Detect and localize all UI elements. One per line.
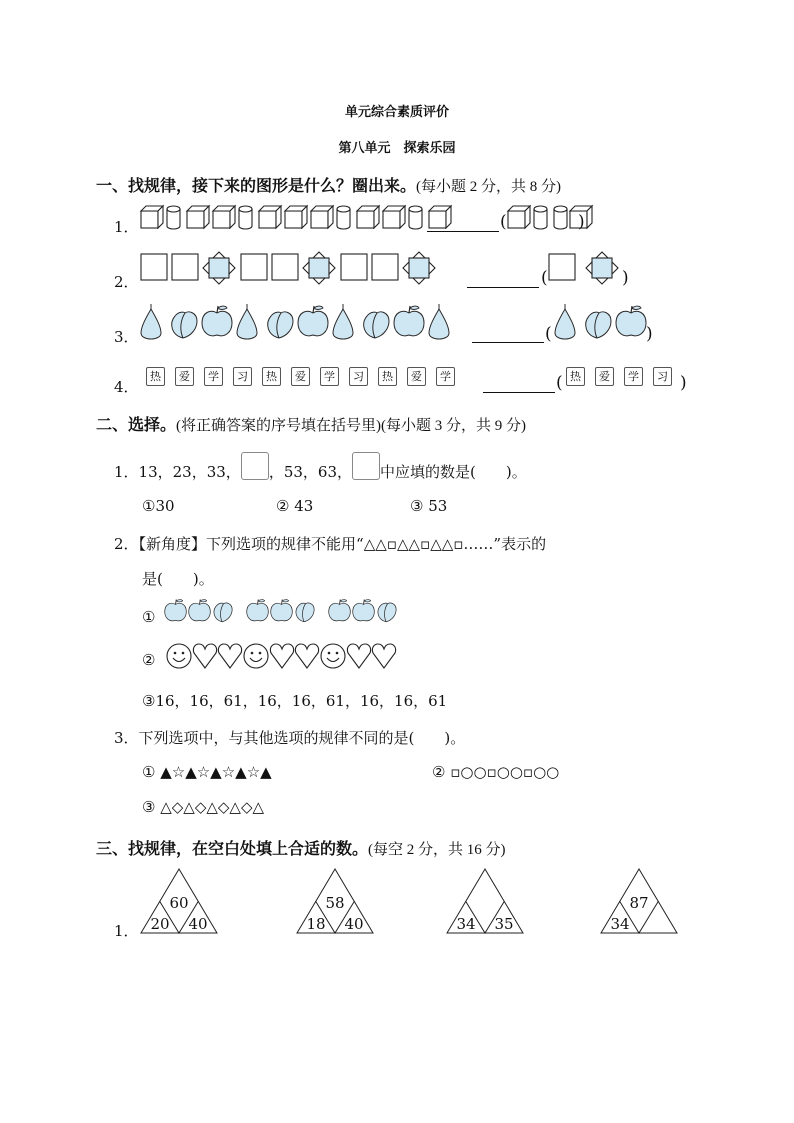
s2-q2-option-1-fruits[interactable] [164, 598, 424, 626]
s1-item-3-number: 3． [114, 328, 139, 346]
heart-icon [347, 644, 370, 668]
s1-item-1-answer-blank[interactable] [427, 217, 499, 232]
section1-heading-text: 一、找规律，接下来的图形是什么？圈出来。 [96, 176, 417, 195]
peach-shape [296, 603, 314, 622]
s2-q1-tail: 中应填的数是( )。 [380, 463, 527, 481]
diamond-square-icon [203, 252, 235, 284]
s2-q1-option-3[interactable]: ③ 53 [410, 497, 448, 515]
cube-icon [213, 206, 235, 228]
triangle-top-number: 60 [169, 894, 189, 912]
small-apple-icon [165, 599, 187, 620]
s1-item-4-options[interactable] [566, 365, 672, 386]
s2-q2-line1 [114, 533, 546, 554]
heart-icon [270, 644, 293, 668]
number-triangle-2 [296, 868, 374, 934]
small-apple-icon [329, 599, 351, 620]
s2-q2-line2: 是( )。 [142, 570, 214, 588]
triangle-right-number: 35 [494, 915, 514, 933]
heart-icon [295, 644, 318, 668]
diamond-square-icon [303, 252, 335, 284]
char-tile: 学 [204, 367, 223, 386]
cylinder-icon [409, 206, 422, 229]
char-tile: 热 [378, 367, 397, 386]
s1-item-2-close-paren: ) [622, 268, 629, 288]
char-tile: 爱 [407, 367, 426, 386]
small-peach-icon [214, 603, 232, 622]
peach-shape [214, 603, 232, 622]
s3-q1-number: 1． [114, 922, 139, 940]
small-apple-icon [189, 599, 211, 620]
heart-icon [193, 644, 216, 668]
s1-item-4-close-paren: ) [680, 373, 687, 393]
s2-q3-number: 3． [114, 729, 139, 747]
s2-q1-option-2[interactable]: ② 43 [276, 497, 314, 515]
s1-item-1-options[interactable] [506, 204, 586, 234]
s1-item-1-close-paren: ) [578, 212, 585, 232]
section3-note: (每空 2 分，共 16 分) [368, 842, 506, 858]
triangle-left-number: 34 [610, 915, 630, 933]
s2-q2-number: 2． [114, 535, 139, 553]
page-title: 单元综合素质评价 [344, 105, 449, 120]
s2-q1-seq-a: 13，23，33， [138, 463, 241, 481]
s1-item-3-options[interactable] [551, 302, 651, 342]
s2-q2-option-1-label[interactable]: ① [142, 608, 156, 626]
option-cylinder-icon [554, 206, 567, 229]
small-apple-icon [247, 599, 269, 620]
apple-shape [189, 599, 211, 620]
peach-icon [268, 312, 293, 338]
s1-item-1-open-paren: ( [500, 212, 507, 232]
char-tile: 习 [349, 367, 368, 386]
apple-icon [298, 306, 328, 336]
s1-item-1-number: 1． [114, 218, 139, 236]
square-icon [272, 254, 298, 280]
cube-icon [187, 206, 209, 228]
option-cylinder-icon [534, 206, 547, 229]
cylinder-icon [167, 206, 180, 229]
triangle-left-number: 34 [456, 915, 476, 933]
cube-icon [259, 206, 281, 228]
s1-item-1-sequence [140, 204, 430, 234]
triangle-top-number: 58 [325, 894, 345, 912]
option-char-tile[interactable]: 爱 [595, 367, 614, 386]
s2-q1-seq-b: ，53，63， [268, 463, 352, 481]
pear-icon [141, 304, 161, 339]
section2-heading-text: 二、选择。 [96, 415, 177, 434]
s1-item-4-open-paren: ( [556, 373, 563, 393]
s2-q3-line [114, 727, 465, 748]
triangle-left-number: 18 [306, 915, 326, 933]
option-pear-icon [555, 304, 575, 339]
s1-item-2-number: 2． [114, 273, 139, 291]
apple-icon [394, 306, 424, 336]
smiley-icon [167, 644, 191, 668]
section3-heading-text: 三、找规律，在空白处填上合适的数。 [96, 839, 369, 858]
char-tile: 热 [262, 367, 281, 386]
option-square-icon [549, 254, 575, 280]
s1-item-2-open-paren: ( [541, 268, 548, 288]
apple-shape [271, 599, 293, 620]
s1-item-3-close-paren: ) [646, 324, 653, 344]
heart-icon [218, 644, 241, 668]
heart-icon [372, 644, 395, 668]
char-tile: 习 [233, 367, 252, 386]
char-tile: 学 [320, 367, 339, 386]
s1-item-2-options[interactable] [548, 251, 628, 285]
char-tile: 热 [146, 367, 165, 386]
s2-q2-option-2-faces-hearts[interactable] [166, 641, 406, 671]
s1-item-2-sequence [140, 251, 450, 285]
triangle-right-number: 40 [344, 915, 364, 933]
cylinder-icon [239, 206, 252, 229]
option-char-tile[interactable]: 习 [653, 367, 672, 386]
s2-q1-number: 1． [114, 463, 139, 481]
char-tile: 学 [436, 367, 455, 386]
square-icon [141, 254, 167, 280]
small-peach-icon [378, 603, 396, 622]
s2-q3-stem: 下列选项中，与其他选项的规律不同的是( )。 [138, 729, 466, 747]
pear-icon [429, 304, 449, 339]
char-tile: 爱 [175, 367, 194, 386]
peach-icon [364, 312, 389, 338]
s1-item-4-number: 4． [114, 378, 139, 396]
apple-shape [353, 599, 375, 620]
square-icon [241, 254, 267, 280]
section3-heading [96, 836, 506, 859]
option-peach-icon [586, 312, 611, 338]
s2-q2-option-2-label[interactable]: ② [142, 651, 156, 669]
triangle-top-number: 87 [629, 894, 649, 912]
s1-item-4-sequence [146, 365, 465, 386]
s2-q1-blank-box-2[interactable] [352, 452, 380, 480]
cube-icon [311, 206, 333, 228]
option-char-tile[interactable]: 学 [624, 367, 643, 386]
pear-icon [237, 304, 257, 339]
cube-icon [285, 206, 307, 228]
number-triangle-3 [446, 868, 524, 934]
small-peach-icon [296, 603, 314, 622]
s2-q2-option-3[interactable]: ③16，16，61，16，16，61，16，16，61 [142, 692, 448, 710]
option-char-tile[interactable]: 热 [566, 367, 585, 386]
peach-shape [378, 603, 396, 622]
s2-q1-blank-box-1[interactable] [241, 452, 269, 480]
apple-icon [202, 306, 232, 336]
smiley-icon [321, 644, 345, 668]
apple-shape [247, 599, 269, 620]
small-apple-icon [353, 599, 375, 620]
s1-item-3-answer-blank[interactable] [472, 328, 544, 343]
s2-q1-option-1[interactable]: ①30 [142, 497, 175, 515]
apple-shape [165, 599, 187, 620]
triangle-right-number: 40 [188, 915, 208, 933]
s2-q3-option-2[interactable]: ② ▫○○▫○○▫○○ [432, 763, 560, 781]
peach-icon [172, 312, 197, 338]
square-icon [341, 254, 367, 280]
smiley-icon [244, 644, 268, 668]
section2-heading [96, 412, 526, 435]
diamond-square-icon [403, 252, 435, 284]
section2-note: (将正确答案的序号填在括号里)(每小题 3 分，共 9 分) [176, 418, 526, 434]
option-apple-icon [616, 306, 646, 336]
pear-icon [333, 304, 353, 339]
cube-icon [357, 206, 379, 228]
char-tile: 爱 [291, 367, 310, 386]
s2-q1 [114, 461, 527, 482]
s1-item-3-sequence [138, 302, 458, 342]
s2-q2-stem: 【新角度】下列选项的规律不能用“△△▫△△▫△△▫……”表示的 [138, 535, 547, 553]
s1-item-3-open-paren: ( [545, 324, 552, 344]
s2-q3-option-1[interactable]: ① ▲☆▲☆▲☆▲☆▲ [142, 763, 272, 781]
cylinder-icon [337, 206, 350, 229]
s1-item-4-answer-blank[interactable] [483, 378, 555, 393]
s2-q3-option-3[interactable]: ③ △◇△◇△◇△◇△ [142, 798, 265, 816]
s1-item-2-answer-blank[interactable] [467, 273, 539, 288]
section1-heading [96, 173, 561, 196]
page-subtitle: 第八单元 探索乐园 [338, 141, 456, 156]
section1-note: (每小题 2 分，共 8 分) [416, 179, 562, 195]
cube-icon [141, 206, 163, 228]
square-icon [372, 254, 398, 280]
option-cube-icon [508, 206, 530, 228]
square-icon [172, 254, 198, 280]
apple-shape [329, 599, 351, 620]
cube-icon [383, 206, 405, 228]
number-triangle-4 [600, 868, 678, 934]
number-triangle-1 [140, 868, 218, 934]
small-apple-icon [271, 599, 293, 620]
option-diamond-square-icon [586, 252, 618, 284]
triangle-left-number: 20 [150, 915, 170, 933]
